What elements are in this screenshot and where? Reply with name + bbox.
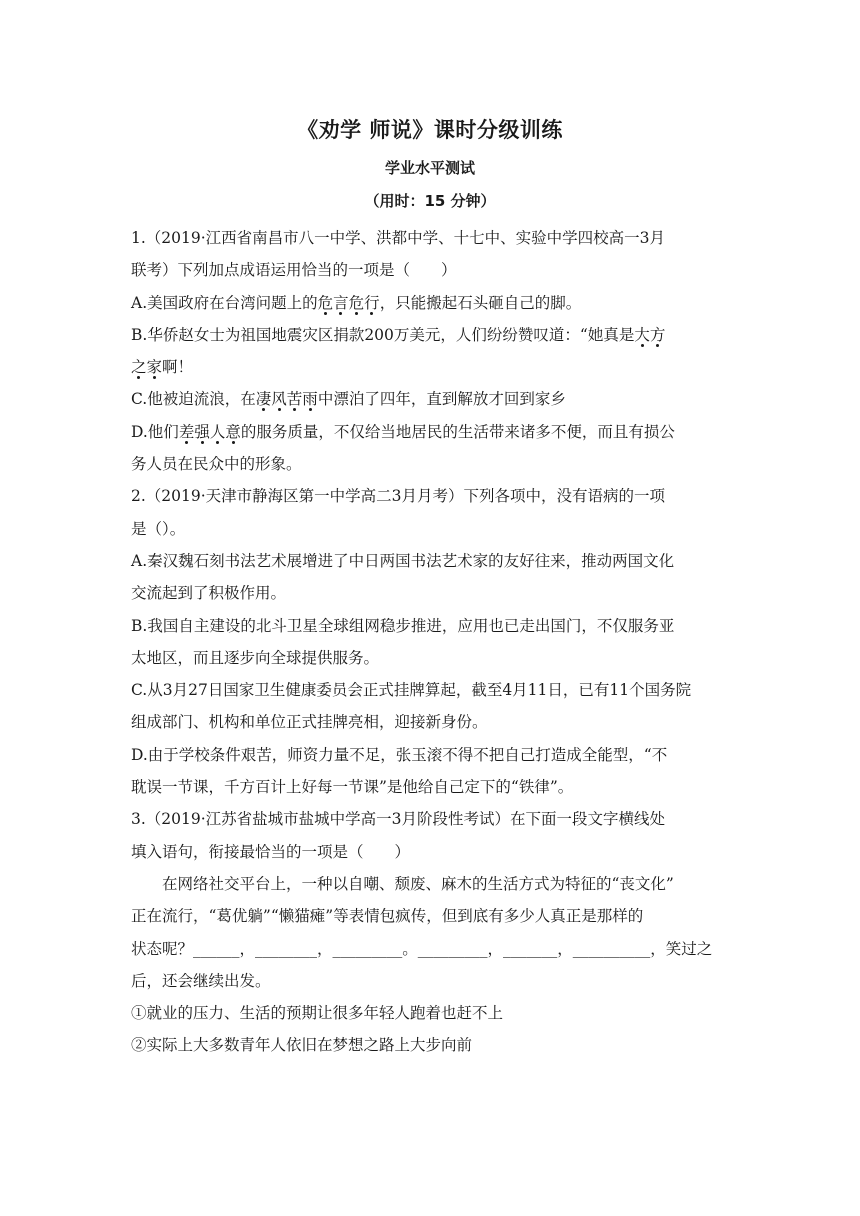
q1-option-d-line-2: 务人员在民众中的形象。 xyxy=(131,455,302,474)
q2-option-a-line-1: A.秦汉魏石刻书法艺术展增进了中日两国书法艺术家的友好往来，推动两国文化 xyxy=(131,551,675,570)
q3-passage-line-3: 状态呢？______，________，_________。_________，_______，__________，笑过之 xyxy=(131,939,713,958)
q1-b-text-end: 啊！ xyxy=(162,358,194,377)
time-limit: （用时：15 分钟） xyxy=(364,192,496,210)
q3-stem-line-1: 3.（2019·江苏省盐城市盐城中学高一3月阶段性考试）在下面一段文字横线处 xyxy=(131,810,666,829)
q3-option-2: ②实际上大多数青年人依旧在梦想之路上大步向前 xyxy=(131,1036,473,1055)
q3-passage-line-4: 后，还会继续出发。 xyxy=(131,971,271,990)
emphasis-char: 意 xyxy=(225,422,241,441)
q2-stem-line-1: 2.（2019·天津市静海区第一中学高二3月月考）下列各项中，没有语病的一项 xyxy=(131,487,666,506)
questions xyxy=(131,222,731,1062)
q1-option-b-line-2 xyxy=(131,351,731,383)
q1-option-c xyxy=(131,383,731,415)
emphasis-char: 大 xyxy=(634,325,650,344)
emphasis-char: 风 xyxy=(271,390,287,409)
q1-b-text: B.华侨赵女士为祖国地震灾区捐款200万美元，人们纷纷赞叹道：“她真是 xyxy=(131,325,635,344)
q1-option-d-line-1 xyxy=(131,416,731,448)
q1-a-text: A.美国政府在台湾问题上的 xyxy=(131,293,318,312)
q3-passage-line-1: 在网络社交平台上，一种以自嘲、颓废、麻木的生活方式为特征的“丧文化” xyxy=(162,874,674,893)
q2-option-a-line-2: 交流起到了积极作用。 xyxy=(131,584,287,603)
emphasis-char: 危 xyxy=(348,293,365,312)
emphasis-char: 强 xyxy=(194,422,210,441)
q2-option-d-line-1: D.由于学校条件艰苦，师资力量不足，张玉滚不得不把自己打造成全能型，“不 xyxy=(131,745,668,764)
page-title: 《劝学 师说》课时分级训练 xyxy=(297,118,563,142)
emphasis-char: 凄 xyxy=(255,390,272,409)
q1-d-text-end: 的服务质量，不仅给当地居民的生活带来诸多不便，而且有损公 xyxy=(240,422,675,441)
emphasis-char: 言 xyxy=(333,293,349,312)
emphasis-char: 行 xyxy=(364,293,380,312)
q1-a-text-end: ，只能搬起石头砸自己的脚。 xyxy=(379,293,582,312)
emphasis-char: 家 xyxy=(146,358,163,377)
emphasis-char: 人 xyxy=(209,422,226,441)
q3-passage-line-2: 正在流行，“葛优躺”“懒猫瘫”等表情包疯传，但到底有多少人真正是那样的 xyxy=(131,907,644,926)
emphasis-char: 危 xyxy=(317,293,334,312)
q2-option-b-line-1: B.我国自主建设的北斗卫星全球组网稳步推进，应用也已走出国门，不仅服务亚 xyxy=(131,616,675,635)
q1-stem-line-1: 1.（2019·江西省南昌市八一中学、洪都中学、十七中、实验中学四校高一3月 xyxy=(131,229,666,247)
emphasis-char: 苦 xyxy=(286,390,303,409)
q2-option-d-line-2: 耽误一节课，千方百计上好每一节课”是他给自己定下的“铁律”。 xyxy=(131,778,574,797)
q3-stem-line-2: 填入语句，衔接最恰当的一项是（ ） xyxy=(131,842,411,861)
q1-d-text: D.他们 xyxy=(131,422,179,441)
q2-option-c-line-2: 组成部门、机构和单位正式挂牌亮相，迎接新身份。 xyxy=(131,713,488,732)
q1-c-text: C.他被迫流浪，在 xyxy=(131,390,256,409)
q3-option-1: ①就业的压力、生活的预期让很多年轻人跑着也赶不上 xyxy=(131,1004,504,1023)
emphasis-char: 差 xyxy=(178,422,195,441)
emphasis-char: 方 xyxy=(649,325,666,344)
q1-option-b-line-1 xyxy=(131,319,731,351)
q1-stem-line-2: 联考）下列加点成语运用恰当的一项是（ ） xyxy=(131,261,457,280)
emphasis-char: 雨 xyxy=(302,390,318,409)
section-subtitle: 学业水平测试 xyxy=(384,159,475,177)
q2-option-c-line-1: C.从3月27日国家卫生健康委员会正式挂牌算起，截至4月11日，已有11个国务院 xyxy=(131,681,692,700)
q1-c-text-end: 中漂泊了四年，直到解放才回到家乡 xyxy=(317,390,566,409)
q1-option-a xyxy=(131,287,731,319)
emphasis-char: 之 xyxy=(131,358,147,377)
q2-stem-line-2: 是（）。 xyxy=(131,519,186,538)
q2-option-b-line-2: 太地区，而且逐步向全球提供服务。 xyxy=(131,648,380,667)
